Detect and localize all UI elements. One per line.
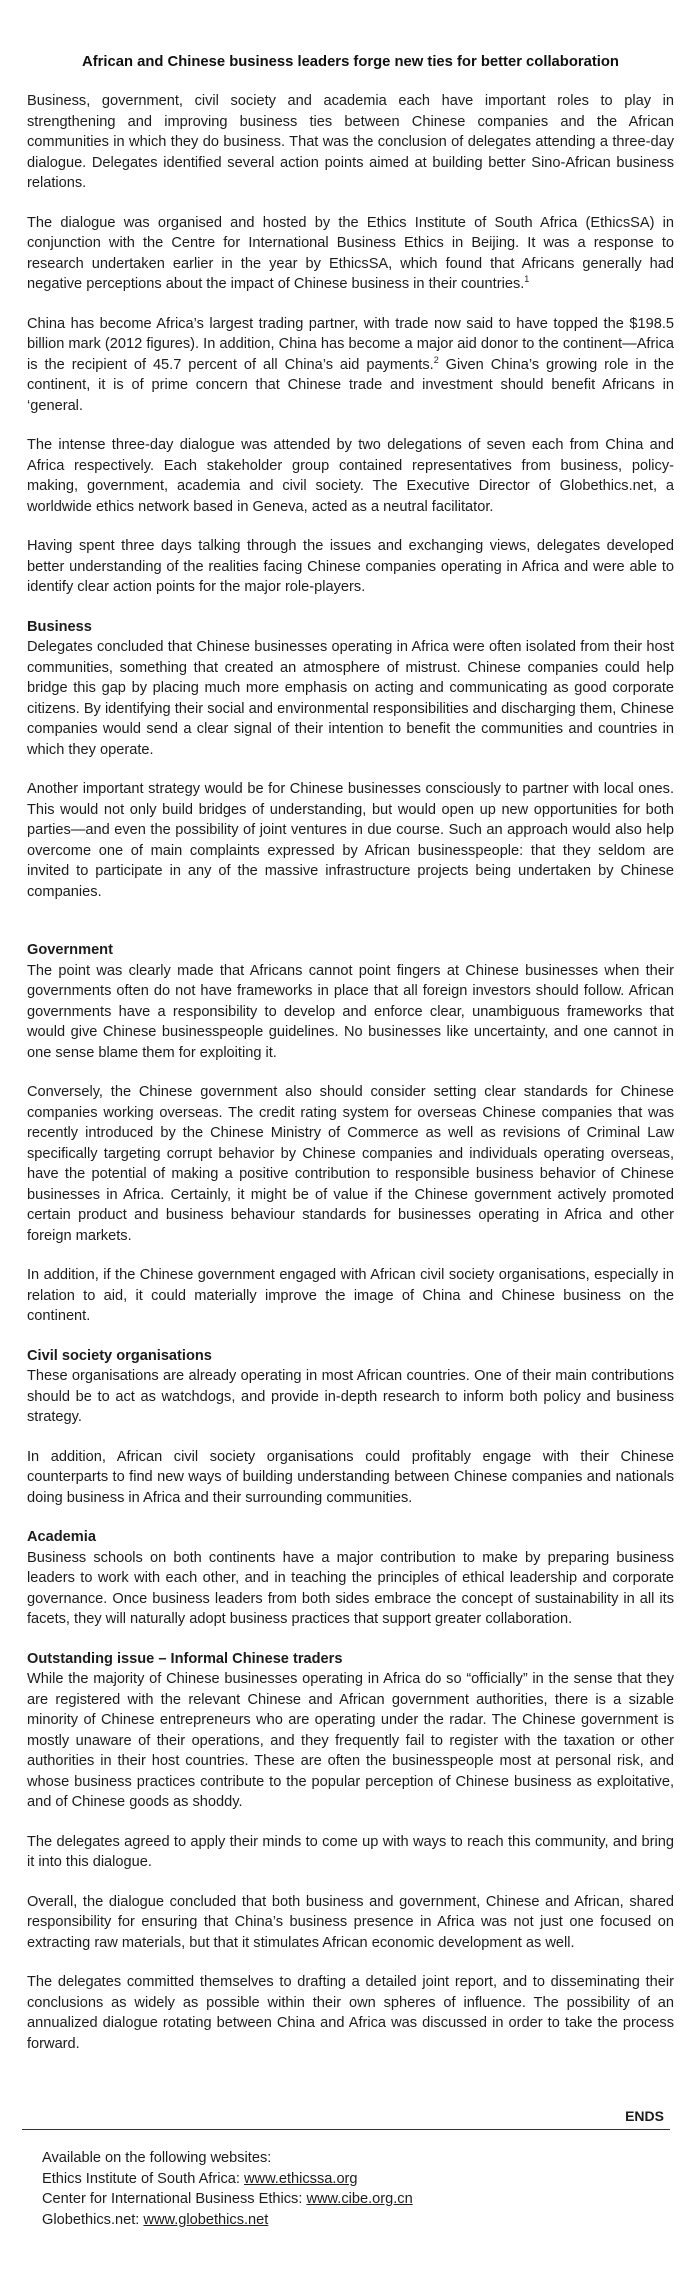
section-informal-traders [27, 1649, 674, 1873]
intro-text: China has become Africa’s largest trading partner, with trade now said to have topped the $198.5 billion mark (2012 figures). In addition, China has become a major aid donor to the continent—Africa is the recipient of 45.7 percent of all China’s aid payments. [27, 315, 674, 373]
section-paragraph: While the majority of Chinese businesses operating in Africa do so “officially” in the sense that they are registered with the relevant Chinese and African government authorities, there is a sizable minority of Chinese entrepreneurs who are operating under the radar. The Chinese government is mostly unaware of their operations, and they frequently fail to register with the taxation or other authorities in their host countries. These are often the businesspeople most at personal risk, and whose business practices contribute to the popular perception of Chinese business as exploitative, and of Chinese goods as shoddy. [27, 1671, 674, 1810]
article-title: African and Chinese business leaders forge new ties for better collaboration [82, 54, 619, 70]
section-paragraph: Business schools on both continents have a major contribution to make by preparing business leaders to work with each other, and in teaching the principles of ethical leadership and corporate governance. Once business leaders from both sides embrace the concept of sustainability in all its facets, they will naturally adopt business practices that support greater collaboration. [27, 1549, 674, 1627]
footer-line-ethicssa [42, 2169, 413, 2190]
section-government [27, 940, 674, 1327]
intro-paragraph [27, 213, 674, 295]
intro-paragraph [27, 435, 674, 517]
footnote-marker: 2 [433, 354, 439, 365]
section-heading: Government [27, 942, 113, 958]
intro-paragraph [27, 536, 674, 598]
section-paragraph: These organisations are already operating in most African countries. One of their main contributions should be to act as watchdogs, and provide in-depth research to inform both policy and business strategy. [27, 1368, 674, 1425]
section-paragraph: In addition, if the Chinese government engaged with African civil society organisations, especially in relation to aid, it could materially improve the image of China and Chinese business on the continent. [27, 1267, 674, 1324]
ends-block [22, 2107, 670, 2130]
section-paragraph: Another important strategy would be for Chinese businesses consciously to partner with local ones. This would not only build bridges of understanding, but would open up new opportunities for both parties—and even the possibility of joint ventures in due course. Such an approach would also help overcome one of main complaints expressed by African businesspeople: that they seldom are invited to participate in any of the massive infrastructure projects being undertaken by Chinese companies. [27, 781, 674, 900]
divider [22, 2129, 670, 2130]
intro-paragraph [27, 314, 674, 417]
footer-label: Ethics Institute of South Africa: [42, 2170, 244, 2187]
footer-line-cibe [42, 2189, 413, 2210]
intro-paragraph [27, 91, 674, 194]
footer-label: Globethics.net: [42, 2211, 144, 2228]
section-paragraph: Conversely, the Chinese government also should consider setting clear standards for Chinese companies working overseas. The credit rating system for overseas Chinese companies that was recently introduced by the Chinese Ministry of Commerce as well as revisions of Criminal Law specifically targeting corrupt behavior by Chinese companies and individuals operating overseas, have the potential of making a positive contribution to responsible business behavior of Chinese businesses in Africa. Certainly, it might be of value if the Chinese government actively promoted certain product and business behaviour standards for businesses operating in Africa and other foreign markets. [27, 1084, 674, 1244]
footer-line-globethics [42, 2210, 413, 2231]
intro-text: The dialogue was organised and hosted by the Ethics Institute of South Africa (EthicsSA) in conjunction with the Centre for International Business Ethics in Beijing. It was a response to research undertaken earlier in the year by EthicsSA, which found that Africans generally had negative perceptions about the impact of Chinese business in their countries. [27, 214, 674, 292]
footer-label: Center for International Business Ethics: [42, 2191, 307, 2207]
footer [42, 2148, 413, 2230]
section-heading: Civil society organisations [27, 1347, 212, 1364]
globethics-link[interactable]: www.globethics.net [143, 2211, 269, 2228]
section-heading: Academia [27, 1529, 96, 1545]
cibe-link[interactable]: www.cibe.org.cn [306, 2191, 413, 2207]
closing-paragraph: The delegates committed themselves to drafting a detailed joint report, and to disseminating their conclusions as widely as possible within their own spheres of influence. The possibility of an annualized dialogue rotating between China and Africa was discussed in order to take the process forward. [27, 1974, 674, 2052]
ends-marker: ENDS [625, 2108, 664, 2124]
intro-text: Having spent three days talking through the issues and exchanging views, delegates developed better understanding of the realities facing Chinese companies operating in Africa and were able to identify clear action points for the major role-players. [27, 538, 674, 595]
ethicssa-link[interactable]: www.ethicssa.org [243, 2170, 358, 2187]
article-body [27, 91, 674, 2054]
section-heading: Business [27, 618, 92, 635]
closing-paragraph: Overall, the dialogue concluded that both business and government, Chinese and African, shared responsibility for ensuring that China’s business presence in Africa was not just one focused on extracting raw materials, but that it stimulates African economic development as well. [27, 1893, 674, 1951]
section-civil-society [27, 1346, 674, 1509]
intro-text: The intense three-day dialogue was attended by two delegations of seven each from China and Africa respectively. Each stakeholder group contained representatives from business, policy-making, government, academia and civil society. The Executive Director of Globethics.net, a worldwide ethics network based in Geneva, acted as a neutral facilitator. [27, 437, 674, 515]
footnote-marker: 1 [524, 274, 530, 285]
section-paragraph: The point was clearly made that Africans cannot point fingers at Chinese businesses when their governments often do not have frameworks in place that all foreign investors should follow. African governments have a responsibility to develop and enforce clear, unambiguous frameworks that would give Chinese businesspeople guidelines. No businesses like uncertainty, and one cannot in one sense blame them for exploiting it. [27, 962, 674, 1061]
section-business [27, 617, 674, 903]
footer-intro: Available on the following websites: [42, 2150, 272, 2166]
section-paragraph: Delegates concluded that Chinese businesses operating in Africa were often isolated from their host communities, something that created an atmosphere of mistrust. Chinese companies could help bridge this gap by placing much more emphasis on acting and communicating as good corporate citizens. By identifying their social and environmental responsibilities and discharging them, Chinese companies would send a clear signal of their intention to benefit the communities and countries in which they operate. [27, 639, 674, 758]
intro-text: Business, government, civil society and academia each have important roles to play in strengthening and improving business ties between Chinese companies and the African communities in which they do business. That was the conclusion of delegates attending a three-day dialogue. Delegates identified several action points aimed at building better Sino-African business relations. [27, 93, 674, 191]
section-academia [27, 1527, 674, 1630]
intro-text: Given China’s growing role in the continent, it is of prime concern that Chinese trade and investment should benefit Africans in ‘general. [27, 356, 675, 414]
section-heading: Outstanding issue – Informal Chinese traders [27, 1650, 343, 1667]
section-paragraph: The delegates agreed to apply their minds to come up with ways to reach this community, and bring it into this dialogue. [27, 1833, 674, 1870]
section-paragraph: In addition, African civil society organisations could profitably engage with their Chinese counterparts to find new ways of building understanding between Chinese companies and nationals doing business in Africa and their surrounding communities. [27, 1448, 674, 1506]
